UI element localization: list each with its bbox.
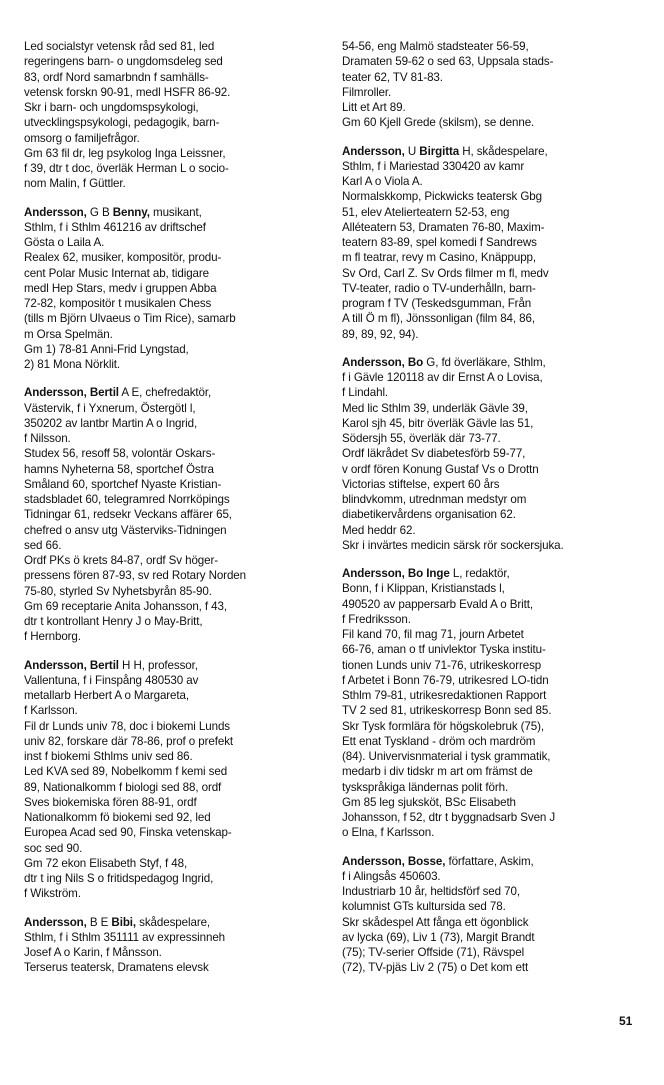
text-line [342,854,642,869]
text-line [342,205,642,220]
entry-text: Sthlm, f i Mariestad 330420 av kamr [342,159,525,173]
entry-text: tyskspråkiga ländernas polit förh. [342,780,509,794]
text-line [24,871,324,886]
text-line [24,960,324,975]
text-line [24,930,324,945]
entry-text: Terserus teatersk, Dramatens elevsk [24,961,209,975]
text-line [342,960,642,975]
text-line [342,945,642,960]
text-line [24,553,324,568]
entry-text: Dramaten 59-62 o sed 63, Uppsala stads- [342,55,554,69]
text-line [24,385,324,400]
entry-text: f Arbetet i Bonn 76-79, utrikesred LO-tidn [342,673,549,687]
entry-text: metallarb Herbert A o Margareta, [24,689,189,702]
entry-name: Andersson, Bertil [24,386,119,400]
entry-text: Studex 56, resoff 58, volontär Oskars- [24,447,216,461]
text-line [24,780,324,795]
entry-name: Andersson, [24,205,87,219]
text-line [342,446,642,461]
entry-text: Alléteatern 53, Dramaten 76-80, Maxim- [342,220,545,234]
text-line [24,266,324,281]
text-line [342,281,642,296]
entry-text: H H, professor, [118,658,198,672]
biography-entry [342,566,642,841]
text-line [342,884,642,899]
entry-text: 490520 av pappersarb Evald A o Britt, [342,597,533,611]
text-line [24,477,324,492]
text-line [342,355,642,370]
entry-text: (84). Univervisnmaterial i tysk grammatik, [342,750,551,763]
text-line [24,795,324,810]
text-line [24,523,324,538]
entry-text: chefred o ansv utg Västerviks-Tidningen [24,523,227,537]
entry-text: Europea Acad sed 90, Finska vetenskap- [24,826,232,840]
text-line [24,945,324,960]
entry-text: dtr t ing Nils S o fritidspedagog Ingrid, [24,872,214,885]
page-number: 51 [619,1014,633,1028]
entry-text: Med lic Sthlm 39, underläk Gävle 39, [342,401,528,415]
text-line [342,581,642,596]
entry-text: Med heddr 62. [342,523,416,537]
text-line [24,115,324,130]
text-line [342,477,642,492]
entry-text: TV 2 sed 81, utrikeskorresp Bonn sed 85. [342,704,552,718]
entry-text: Södersjh 55, överläk där 73-77. [342,432,501,445]
text-line [24,176,324,191]
entry-text: Sves biokemiska fören 88-91, ordf [24,795,197,809]
text-line [342,507,642,522]
text-line [24,416,324,431]
entry-text: (75); TV-serier Offside (71), Rävspel [342,946,525,959]
entry-text: Gm 63 fil dr, leg psykolog Inga Leissner, [24,146,226,160]
biography-entry [24,205,324,373]
entry-text: utvecklingspsykologi, pedagogik, barn- [24,116,220,130]
text-line [24,584,324,599]
entry-text: o Elna, f Karlsson. [342,826,435,840]
entry-name: Andersson, [342,144,405,158]
entry-text: regeringens barn- o ungdomsdeleg sed [24,55,223,69]
entry-text: författare, Askim, [445,854,534,868]
entry-text: musikant, [149,205,202,219]
entry-text: f i Gävle 120118 av dir Ernst A o Lovisa, [342,371,543,384]
entry-name: Bibi, [111,915,137,929]
entry-text: Bonn, f i Klippan, Kristianstads l, [342,582,505,596]
text-line [342,115,642,130]
entry-text: cent Polar Music Internat ab, tidigare [24,266,210,280]
text-line [342,612,642,627]
entry-text: U [404,144,420,158]
text-line [24,658,324,673]
text-line [24,688,324,703]
text-line [342,597,642,612]
text-line [342,703,642,718]
text-line [342,795,642,810]
entry-text: 89, 89, 92, 94). [342,327,419,341]
entry-text: A E, chefredaktör, [118,386,212,400]
entry-text: f Wikström. [24,887,81,901]
entry-text: (tills m Björn Ulvaeus o Tim Rice), samarb [24,312,236,326]
entry-text: Skr Tysk formlära för högskolebruk (75), [342,719,544,733]
text-line [342,266,642,281]
entry-text: diabetikervårdens organisation 62. [342,508,516,522]
entry-text: 2) 81 Mona Nörklit. [24,358,121,371]
text-line [24,146,324,161]
entry-text: m Orsa Spelmän. [24,327,113,341]
entry-text: pressens fören 87-93, sv red Rotary Norden [24,569,246,583]
entry-text: 54-56, eng Malmö stadsteater 56-59, [342,40,529,53]
text-line [24,614,324,629]
entry-text: TV-teater, radio o TV-underhålln, barn- [342,281,536,295]
entry-text: Karl A o Viola A. [342,175,423,188]
biography-entry [24,39,324,192]
text-line [342,734,642,749]
entry-text: Sv Ord, Carl Z. Sv Ords filmer m fl, medv [342,266,549,280]
text-line [342,825,642,840]
text-line [342,235,642,250]
entry-text: program f TV (Teskedsgumman, Från [342,297,532,310]
text-line [342,538,642,553]
text-line [24,131,324,146]
text-line [342,462,642,477]
text-line [24,85,324,100]
entry-text: Skr i barn- och ungdomspsykologi, [24,101,199,114]
text-line [24,841,324,856]
text-line [342,780,642,795]
text-line [24,342,324,357]
biography-entry [342,355,642,553]
entry-text: f Hernborg. [24,630,81,644]
entry-text: Skr skådespel Att fånga ett ögonblick [342,915,529,929]
entry-text: 72-82, kompositör t musikalen Chess [24,297,212,310]
text-line [24,856,324,871]
text-line [342,899,642,914]
entry-text: Ordf PKs ö krets 84-87, ordf Sv höger- [24,554,219,567]
entry-text: 350202 av lantbr Martin A o Ingrid, [24,416,198,430]
entry-text: teater 62, TV 81-83. [342,70,443,84]
text-line [24,734,324,749]
entry-text: Josef A o Karin, f Månsson. [24,946,162,959]
text-line [24,538,324,553]
entry-text: stadsbladet 60, telegramred Norrköpings [24,493,230,506]
text-line [342,869,642,884]
text-line [342,523,642,538]
text-line [342,719,642,734]
entry-text: Normalskkomp, Pickwicks teatersk Gbg [342,190,542,204]
text-line [24,431,324,446]
text-line [24,825,324,840]
entry-text: medarb i div tidskr m art om främst de [342,765,533,779]
text-line [24,749,324,764]
text-line [24,100,324,115]
text-line [24,810,324,825]
text-line [24,161,324,176]
left-column [24,39,324,989]
entry-text: skådespelare, [136,915,211,929]
entry-text: medl Hep Stars, medv i gruppen Abba [24,281,217,295]
text-line [342,673,642,688]
entry-text: Tidningar 61, redsekr Veckans affärer 65, [24,508,232,522]
entry-text: Ordf läkrådet Sv diabetesförb 59-77, [342,447,526,461]
text-line [342,749,642,764]
entry-text: Johansson, f 52, dtr t byggnadsarb Sven J [342,811,556,824]
entry-text: Sthlm 79-81, utrikesredaktionen Rapport [342,689,547,702]
text-line [342,189,642,204]
entry-text: vetensk forskn 90-91, medl HSFR 86-92. [24,85,231,99]
entry-text: nom Malin, f Güttler. [24,177,126,191]
text-line [342,930,642,945]
text-line [342,85,642,100]
text-line [342,566,642,581]
text-line [342,54,642,69]
text-line [342,401,642,416]
entry-text: Vallentuna, f i Finspång 480530 av [24,673,199,687]
text-line [342,915,642,930]
text-line [342,370,642,385]
entry-text: 83, ordf Nord samarbndn f samhälls- [24,70,209,84]
text-line [24,462,324,477]
text-line [342,174,642,189]
entry-text: Gm 60 Kjell Grede (skilsm), se denne. [342,116,535,130]
text-line [24,357,324,372]
entry-text: f i Alingsås 450603. [342,869,441,883]
entry-text: Litt et Art 89. [342,101,406,114]
text-line [24,886,324,901]
entry-text: 89, Nationalkomm f biologi sed 88, ordf [24,780,222,794]
entry-text: blindvkomm, utrednman medstyr om [342,493,527,506]
entry-text: Industriarb 10 år, heltidsförf sed 70, [342,885,520,898]
text-line [342,39,642,54]
text-line [342,100,642,115]
entry-text: v ordf fören Konung Gustaf Vs o Drottn [342,462,539,476]
entry-text: inst f biokemi Sthlms univ sed 86. [24,750,193,763]
entry-text: sed 66. [24,538,62,552]
text-line [342,658,642,673]
text-line [24,764,324,779]
entry-text: dtr t kontrollant Henry J o May-Britt, [24,615,203,628]
text-line [24,568,324,583]
text-line [24,235,324,250]
entry-text: 75-80, styrled Sv Nyhetsbyrån 85-90. [24,584,212,598]
text-line [24,507,324,522]
entry-text: A till Ö m fl), Jönssonligan (film 84, 86, [342,312,535,326]
entry-name: Andersson, Bertil [24,658,119,672]
entry-text: Karol sjh 45, bitr överläk Gävle las 51, [342,416,534,430]
biography-entry [24,915,324,976]
entry-text: univ 82, forskare där 78-86, prof o prefekt [24,734,234,748]
biography-entry [342,39,642,131]
entry-text: Gm 69 receptarie Anita Johansson, f 43, [24,599,227,613]
text-line [24,281,324,296]
text-line [24,39,324,54]
biography-entry [24,385,324,644]
entry-name: Birgitta [419,144,460,158]
entry-text: kolumnist GTs kultursida sed 78. [342,900,506,914]
entry-text: Småland 60, sportchef Nyaste Kristian- [24,477,222,491]
entry-text: hamns Nyheterna 58, sportchef Östra [24,462,214,476]
entry-text: Nationalkomm fö biokemi sed 92, led [24,811,211,824]
text-line [342,250,642,265]
text-line [342,492,642,507]
entry-text: Victorias stiftelse, expert 60 års [342,477,500,491]
text-line [24,599,324,614]
entry-text: 66-76, aman o tf univlektor Tyska institu- [342,643,546,657]
right-column [342,39,642,989]
text-line [24,296,324,311]
entry-text: (72), TV-pjäs Liv 2 (75) o Det kom ett [342,961,529,975]
entry-text: H, skådespelare, [459,144,548,158]
text-line [342,416,642,431]
entry-text: Sthlm, f i Sthlm 461216 av driftschef [24,220,206,234]
entry-text: f Fredriksson. [342,612,411,626]
entry-text: f Nilsson. [24,432,71,445]
entry-text: f 39, dtr t doc, överläk Herman L o socio- [24,162,229,175]
text-line [24,327,324,342]
entry-name: Benny, [112,205,150,219]
entry-text: Gm 85 leg sjuksköt, BSc Elisabeth [342,795,516,809]
entry-text: Fil dr Lunds univ 78, doc i biokemi Lunds [24,719,230,733]
text-line [24,492,324,507]
entry-text: Sthlm, f i Sthlm 351111 av expressinneh [24,930,226,944]
entry-text: omsorg o familjefrågor. [24,131,140,145]
biography-entry [342,144,642,342]
text-line [24,401,324,416]
text-line [342,327,642,342]
entry-text: Led KVA sed 89, Nobelkomm f kemi sed [24,765,228,779]
entry-text: Filmroller. [342,85,392,99]
entry-text: av lycka (69), Liv 1 (73), Margit Brandt [342,930,535,944]
text-line [24,446,324,461]
entry-text: B E [86,915,112,929]
entry-text: Skr i invärtes medicin särsk rör sockersjuka. [342,538,564,552]
text-line [342,159,642,174]
biography-entry [342,854,642,976]
entry-text: Västervik, f i Yxnerum, Östergötl l, [24,401,196,415]
text-line [24,70,324,85]
entry-text: Gösta o Laila A. [24,236,105,249]
entry-text: Led socialstyr vetensk råd sed 81, led [24,40,215,53]
entry-name: Andersson, [24,915,87,929]
entry-name: Andersson, Bosse, [342,854,446,868]
entry-text: G B [86,205,113,219]
text-line [342,144,642,159]
text-line [24,220,324,235]
text-line [24,915,324,930]
text-line [24,54,324,69]
entry-text: f Karlsson. [24,704,78,718]
text-line [342,810,642,825]
entry-text: teatern 83-89, spel komedi f Sandrews [342,236,537,249]
entry-text: Gm 1) 78-81 Anni-Frid Lyngstad, [24,342,189,356]
text-line [342,220,642,235]
text-line [24,673,324,688]
entry-name: Andersson, Bo Inge [342,567,450,580]
entry-text: f Lindahl. [342,386,389,400]
text-line [342,627,642,642]
text-line [342,688,642,703]
entry-text: Gm 72 ekon Elisabeth Styf, f 48, [24,856,188,870]
entry-text: G, fd överläkare, Sthlm, [423,355,546,369]
text-line [24,250,324,265]
text-line [342,431,642,446]
text-line [24,629,324,644]
text-line [24,311,324,326]
entry-text: Realex 62, musiker, kompositör, produ- [24,251,222,265]
text-line [24,719,324,734]
entry-text: Fil kand 70, fil mag 71, journ Arbetet [342,628,524,641]
entry-text: soc sed 90. [24,841,83,855]
entry-text: tionen Lunds univ 71-76, utrikeskorresp [342,658,542,672]
entry-name: Andersson, Bo [342,355,424,369]
text-line [342,764,642,779]
text-line [342,642,642,657]
text-line [342,385,642,400]
entry-text: m fl teatrar, revy m Casino, Knäppupp, [342,251,537,265]
text-line [342,70,642,85]
entry-text: Ett enat Tyskland - dröm och mardröm [342,734,536,748]
text-line [24,205,324,220]
entry-text: L, redaktör, [449,567,510,580]
text-line [24,703,324,718]
text-line [342,296,642,311]
text-line [342,311,642,326]
entry-text: 51, elev Atelierteatern 52-53, eng [342,205,510,219]
biography-entry [24,658,324,902]
